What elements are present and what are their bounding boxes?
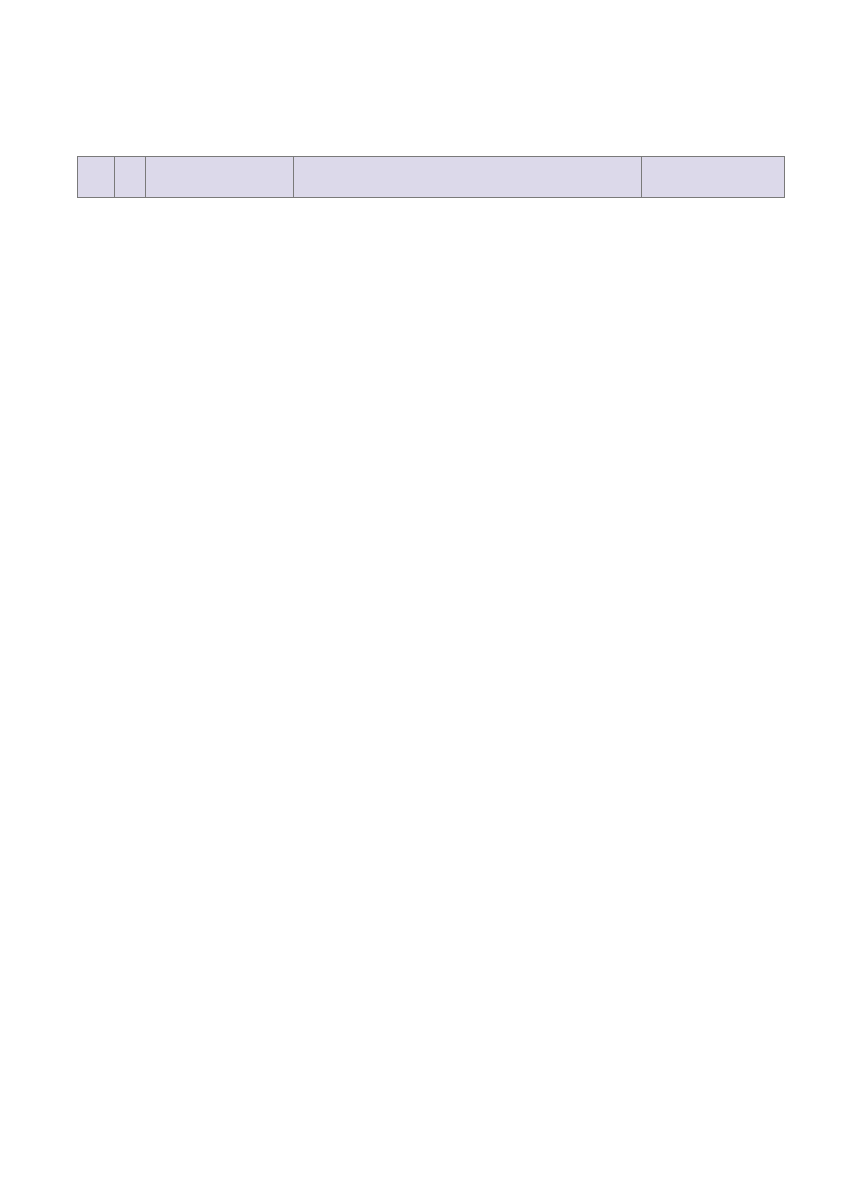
vegetable-border-top [0, 0, 862, 70]
header-afternoon-snack [642, 157, 785, 198]
meal-table [77, 156, 785, 198]
header-weekday [115, 157, 146, 198]
header-date [78, 157, 115, 198]
vegetable-border-left [0, 150, 80, 1130]
vegetable-border-right [780, 150, 860, 1130]
header-morning-snack [146, 157, 294, 198]
header-lunch [294, 157, 642, 198]
vegetable-border-bottom [0, 1128, 862, 1198]
title-banner [0, 74, 862, 154]
table-header-row [78, 157, 785, 198]
